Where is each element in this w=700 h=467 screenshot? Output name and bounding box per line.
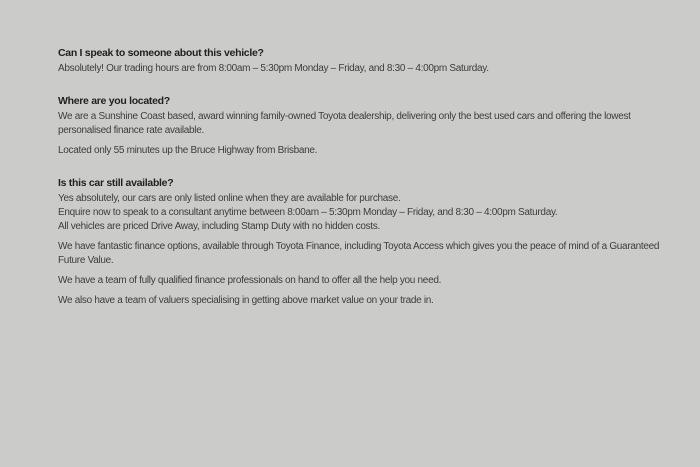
faq-answer-line: Enquire now to speak to a consultant anytime between 8:00am – 5:30pm Monday – Friday, and 8:30 – 4:00pm Saturday. bbox=[58, 207, 558, 218]
faq-answer-paragraph bbox=[58, 62, 660, 76]
faq-answer-paragraph bbox=[58, 144, 660, 158]
faq-answer-line: Located only 55 minutes up the Bruce Highway from Brisbane. bbox=[58, 145, 318, 156]
faq-answer-paragraph bbox=[58, 294, 660, 308]
faq-answer-line: We have fantastic finance options, available through Toyota Finance, including Toyota Access which gives you the peace of mind of a Guaranteed bbox=[58, 241, 660, 252]
faq-answer-paragraph bbox=[58, 192, 660, 234]
faq-question: Is this car still available? bbox=[58, 177, 174, 189]
faq-answer-line: All vehicles are priced Drive Away, including Stamp Duty with no hidden costs. bbox=[58, 221, 380, 232]
faq-answer-line: We have a team of fully qualified finance professionals on hand to offer all the help you need. bbox=[58, 275, 442, 286]
faq-answer-line: We also have a team of valuers specialising in getting above market value on your trade in. bbox=[58, 295, 434, 306]
faq-answer-line: Absolutely! Our trading hours are from 8:00am – 5:30pm Monday – Friday, and 8:30 – 4:00pm Saturday. bbox=[58, 63, 489, 74]
faq-section-availability bbox=[58, 176, 660, 308]
faq-answer-paragraph bbox=[58, 240, 660, 268]
faq-question: Where are you located? bbox=[58, 95, 170, 107]
faq-answer-paragraph bbox=[58, 110, 660, 138]
faq-section-location bbox=[58, 94, 660, 158]
faq-section-speak-to-someone bbox=[58, 46, 660, 76]
faq-answer-paragraph bbox=[58, 274, 660, 288]
faq-answer-line: We are a Sunshine Coast based, award winning family-owned Toyota dealership, delivering only the best used cars and offering the lowest bbox=[58, 111, 631, 122]
faq-answer-line: personalised finance rate available. bbox=[58, 125, 204, 136]
faq-answer-line: Yes absolutely, our cars are only listed online when they are available for purchase. bbox=[58, 193, 401, 204]
faq-question: Can I speak to someone about this vehicle? bbox=[58, 47, 264, 59]
faq-answer-line: Future Value. bbox=[58, 255, 114, 266]
